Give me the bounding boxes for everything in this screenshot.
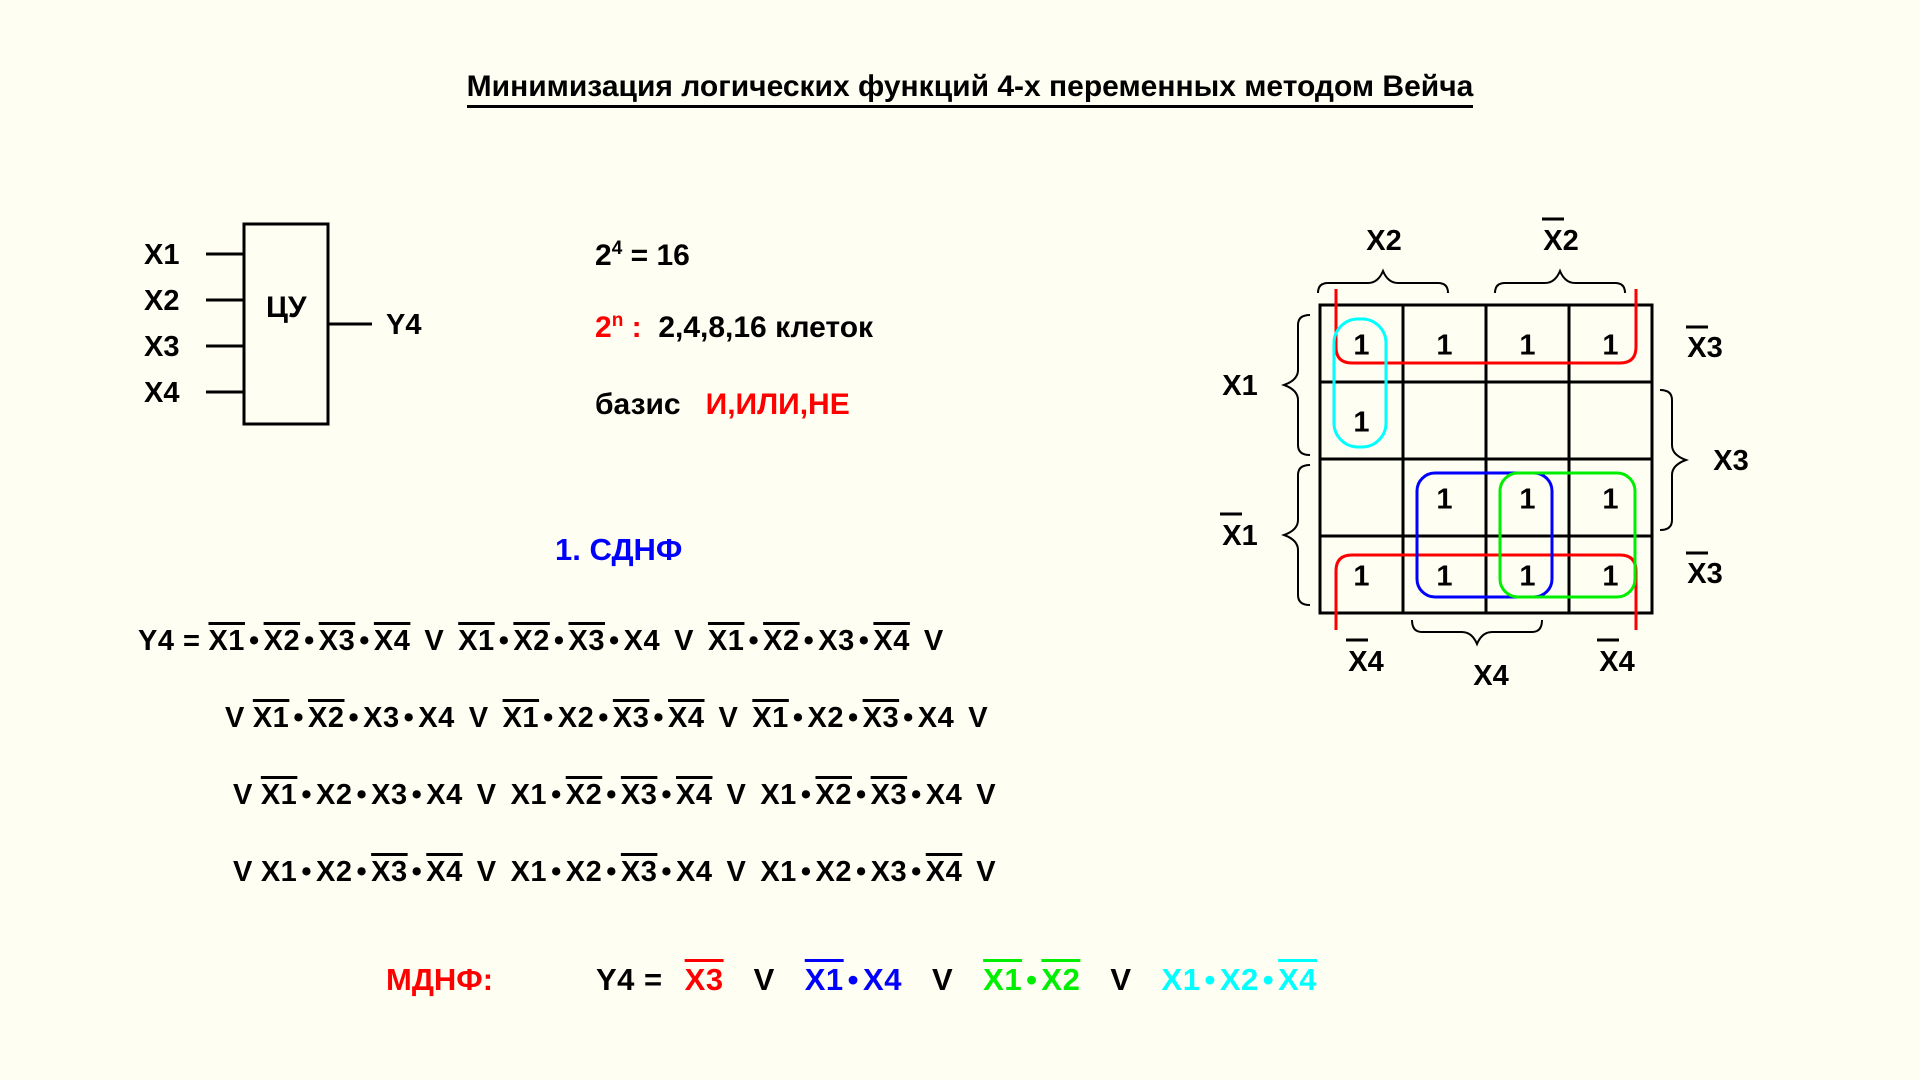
and-dot: • xyxy=(903,702,914,734)
variable: X1 xyxy=(208,625,245,657)
map-cell: 1 xyxy=(1519,329,1536,362)
map-label-right: X3 xyxy=(1687,558,1723,590)
variable: X3 xyxy=(620,856,658,888)
input-label: X1 xyxy=(144,239,180,271)
and-dot: • xyxy=(855,779,867,811)
and-dot: • xyxy=(606,779,617,811)
variable: X2 xyxy=(815,779,852,811)
and-dot: • xyxy=(800,856,812,888)
and-dot: • xyxy=(653,702,665,734)
or-operator: V xyxy=(468,702,489,734)
and-dot: • xyxy=(911,779,922,811)
variable: X2 xyxy=(815,856,852,888)
variable: X2 xyxy=(1219,962,1259,997)
and-dot: • xyxy=(359,625,370,657)
variable: X4 xyxy=(676,856,713,888)
product-term xyxy=(805,962,902,998)
map-label-left: X1 xyxy=(1222,370,1258,402)
variable: X1 xyxy=(760,856,797,888)
and-dot: • xyxy=(748,625,760,657)
and-dot: • xyxy=(803,625,815,657)
map-cell: 1 xyxy=(1602,329,1619,362)
variable: X2 xyxy=(307,702,345,734)
map-label-right: X3 xyxy=(1687,332,1723,364)
sdnf-line xyxy=(225,702,1002,735)
map-cell: 1 xyxy=(1353,560,1370,593)
or-operator: V xyxy=(225,702,245,734)
or-operator: V xyxy=(976,779,997,811)
map-cell: 1 xyxy=(1436,560,1453,593)
product-term xyxy=(983,962,1080,998)
and-dot: • xyxy=(1026,962,1038,997)
variable: X3 xyxy=(371,856,408,888)
and-dot: • xyxy=(301,856,312,888)
or-operator: V xyxy=(726,856,747,888)
sdnf-line xyxy=(138,625,958,658)
and-dot: • xyxy=(855,856,867,888)
variable: X1 xyxy=(707,625,745,657)
brace-top-right xyxy=(1495,271,1625,293)
brace-right xyxy=(1660,390,1686,530)
block-label: ЦУ xyxy=(266,291,307,324)
variable: X2 xyxy=(1041,962,1081,997)
map-cell: 1 xyxy=(1436,483,1453,516)
or-operator: V xyxy=(424,625,445,657)
and-dot: • xyxy=(551,779,562,811)
or-operator: V xyxy=(931,962,954,997)
and-dot: • xyxy=(301,779,312,811)
variable: X2 xyxy=(513,625,550,657)
variable: X2 xyxy=(557,702,595,734)
and-dot: • xyxy=(661,856,673,888)
map-cell: 1 xyxy=(1602,483,1619,516)
and-dot: • xyxy=(403,702,415,734)
map-label-top: X2 xyxy=(1543,225,1579,257)
product-term xyxy=(685,962,724,998)
brace-left-top xyxy=(1284,315,1310,455)
variable: X4 xyxy=(668,702,705,734)
and-dot: • xyxy=(608,625,620,657)
and-dot: • xyxy=(792,702,804,734)
and-dot: • xyxy=(1204,962,1216,997)
variable: X1 xyxy=(752,702,789,734)
variable: X4 xyxy=(426,779,463,811)
variable: X2 xyxy=(565,856,603,888)
veitch-map xyxy=(1200,205,1780,705)
variable: X1 xyxy=(252,702,290,734)
or-operator: V xyxy=(968,702,989,734)
block-inputs xyxy=(144,239,244,409)
variable: X2 xyxy=(263,625,301,657)
variable: X3 xyxy=(568,625,605,657)
and-dot: • xyxy=(304,625,315,657)
variable: X1 xyxy=(260,856,298,888)
variable: X2 xyxy=(763,625,800,657)
variable: X4 xyxy=(623,625,661,657)
cells-count: $2^4 = 16$ xyxy=(595,238,690,272)
variable: X4 xyxy=(925,779,963,811)
variable: X2 xyxy=(807,702,844,734)
variable: X1 xyxy=(510,856,548,888)
variable: X4 xyxy=(1278,962,1318,997)
and-dot: • xyxy=(551,856,562,888)
and-dot: • xyxy=(858,625,870,657)
product-term xyxy=(708,625,910,658)
variable: X3 xyxy=(862,702,900,734)
variable: X3 xyxy=(684,962,724,997)
map-label-left: X1 xyxy=(1222,520,1258,552)
output-label: Y4 xyxy=(386,309,422,341)
or-operator: V xyxy=(1110,962,1132,997)
variable: X1 xyxy=(1161,962,1201,997)
variable: X3 xyxy=(620,779,658,811)
input-label: X4 xyxy=(144,377,180,409)
map-label-bottom: X4 xyxy=(1473,660,1509,692)
map-cell: 1 xyxy=(1436,329,1453,362)
product-term xyxy=(208,625,410,658)
variable: X4 xyxy=(917,702,955,734)
and-dot: • xyxy=(847,702,859,734)
variable: X1 xyxy=(510,779,548,811)
variable: X4 xyxy=(925,856,963,888)
or-operator: V xyxy=(718,702,739,734)
and-dot: • xyxy=(543,702,554,734)
sdnf-lhs: Y4 = xyxy=(138,625,201,657)
variable: X1 xyxy=(260,779,298,811)
product-term xyxy=(760,856,962,889)
variable: X1 xyxy=(983,962,1023,997)
variable: X3 xyxy=(870,856,908,888)
product-term xyxy=(503,702,705,735)
or-operator: V xyxy=(476,779,497,811)
map-cell: 1 xyxy=(1353,406,1370,439)
or-operator: V xyxy=(233,856,253,888)
or-operator: V xyxy=(923,625,944,657)
product-term xyxy=(760,779,962,812)
and-dot: • xyxy=(348,702,360,734)
and-dot: • xyxy=(411,856,423,888)
variable: X3 xyxy=(818,625,855,657)
map-label-right: X3 xyxy=(1713,445,1749,477)
mdnf-expression xyxy=(596,962,1317,998)
variable: X1 xyxy=(804,962,844,997)
mdnf-label: МДНФ: xyxy=(386,962,494,997)
or-operator: V xyxy=(476,856,497,888)
and-dot: • xyxy=(661,779,673,811)
variable: X3 xyxy=(612,702,650,734)
and-dot: • xyxy=(356,856,368,888)
variable: X2 xyxy=(315,856,353,888)
variable: X3 xyxy=(371,779,408,811)
variable: X1 xyxy=(502,702,540,734)
variable: X3 xyxy=(870,779,908,811)
variable: X4 xyxy=(426,856,463,888)
and-dot: • xyxy=(553,625,565,657)
variable: X4 xyxy=(873,625,910,657)
sdnf-heading: 1. СДНФ xyxy=(555,532,683,567)
variable: X4 xyxy=(863,962,902,997)
map-cell: 1 xyxy=(1519,483,1536,516)
input-label: X3 xyxy=(144,331,180,363)
map-label-top: X2 xyxy=(1366,225,1402,257)
and-dot: • xyxy=(293,702,304,734)
and-dot: • xyxy=(598,702,609,734)
product-term xyxy=(458,625,660,658)
sdnf-line xyxy=(233,779,1010,812)
or-operator: V xyxy=(726,779,747,811)
allowed-groups: 2$^n$ : 2,4,8,16 клеток xyxy=(595,310,874,344)
variable: X1 xyxy=(458,625,495,657)
and-dot: • xyxy=(606,856,617,888)
and-dot: • xyxy=(847,962,860,997)
variable: X3 xyxy=(318,625,356,657)
and-dot: • xyxy=(1262,962,1275,997)
product-term xyxy=(261,779,463,812)
product-term xyxy=(1162,962,1317,998)
product-term xyxy=(511,856,713,889)
block-diagram xyxy=(130,210,460,440)
variable: X4 xyxy=(418,702,455,734)
or-operator: V xyxy=(674,625,694,657)
and-dot: • xyxy=(800,779,812,811)
variable: X3 xyxy=(363,702,400,734)
product-term xyxy=(261,856,463,889)
variable: X4 xyxy=(676,779,713,811)
input-label: X2 xyxy=(144,285,180,317)
and-dot: • xyxy=(498,625,510,657)
or-operator: V xyxy=(233,779,253,811)
block-box xyxy=(244,224,328,424)
brace-bottom xyxy=(1412,620,1542,644)
or-operator: V xyxy=(976,856,997,888)
and-dot: • xyxy=(911,856,922,888)
basis: базис И,ИЛИ,НЕ xyxy=(595,388,850,421)
map-cell: 1 xyxy=(1519,560,1536,593)
map-cell: 1 xyxy=(1602,560,1619,593)
variable: X2 xyxy=(315,779,353,811)
page-title: Минимизация логических функций 4-х переменных методом Вейча xyxy=(0,70,1920,104)
mdnf-lhs: Y4 = xyxy=(596,962,663,997)
and-dot: • xyxy=(356,779,368,811)
product-term xyxy=(752,702,954,735)
map-cell: 1 xyxy=(1353,329,1370,362)
product-term xyxy=(253,702,455,735)
map-label-bottom: X4 xyxy=(1348,646,1384,678)
or-operator: V xyxy=(753,962,775,997)
sdnf-line xyxy=(233,856,1010,889)
variable: X2 xyxy=(565,779,603,811)
and-dot: • xyxy=(411,779,423,811)
and-dot: • xyxy=(248,625,260,657)
product-term xyxy=(511,779,713,812)
map-label-bottom: X4 xyxy=(1599,646,1635,678)
brace-left-bottom xyxy=(1284,465,1310,605)
variable: X4 xyxy=(373,625,411,657)
variable: X1 xyxy=(760,779,797,811)
